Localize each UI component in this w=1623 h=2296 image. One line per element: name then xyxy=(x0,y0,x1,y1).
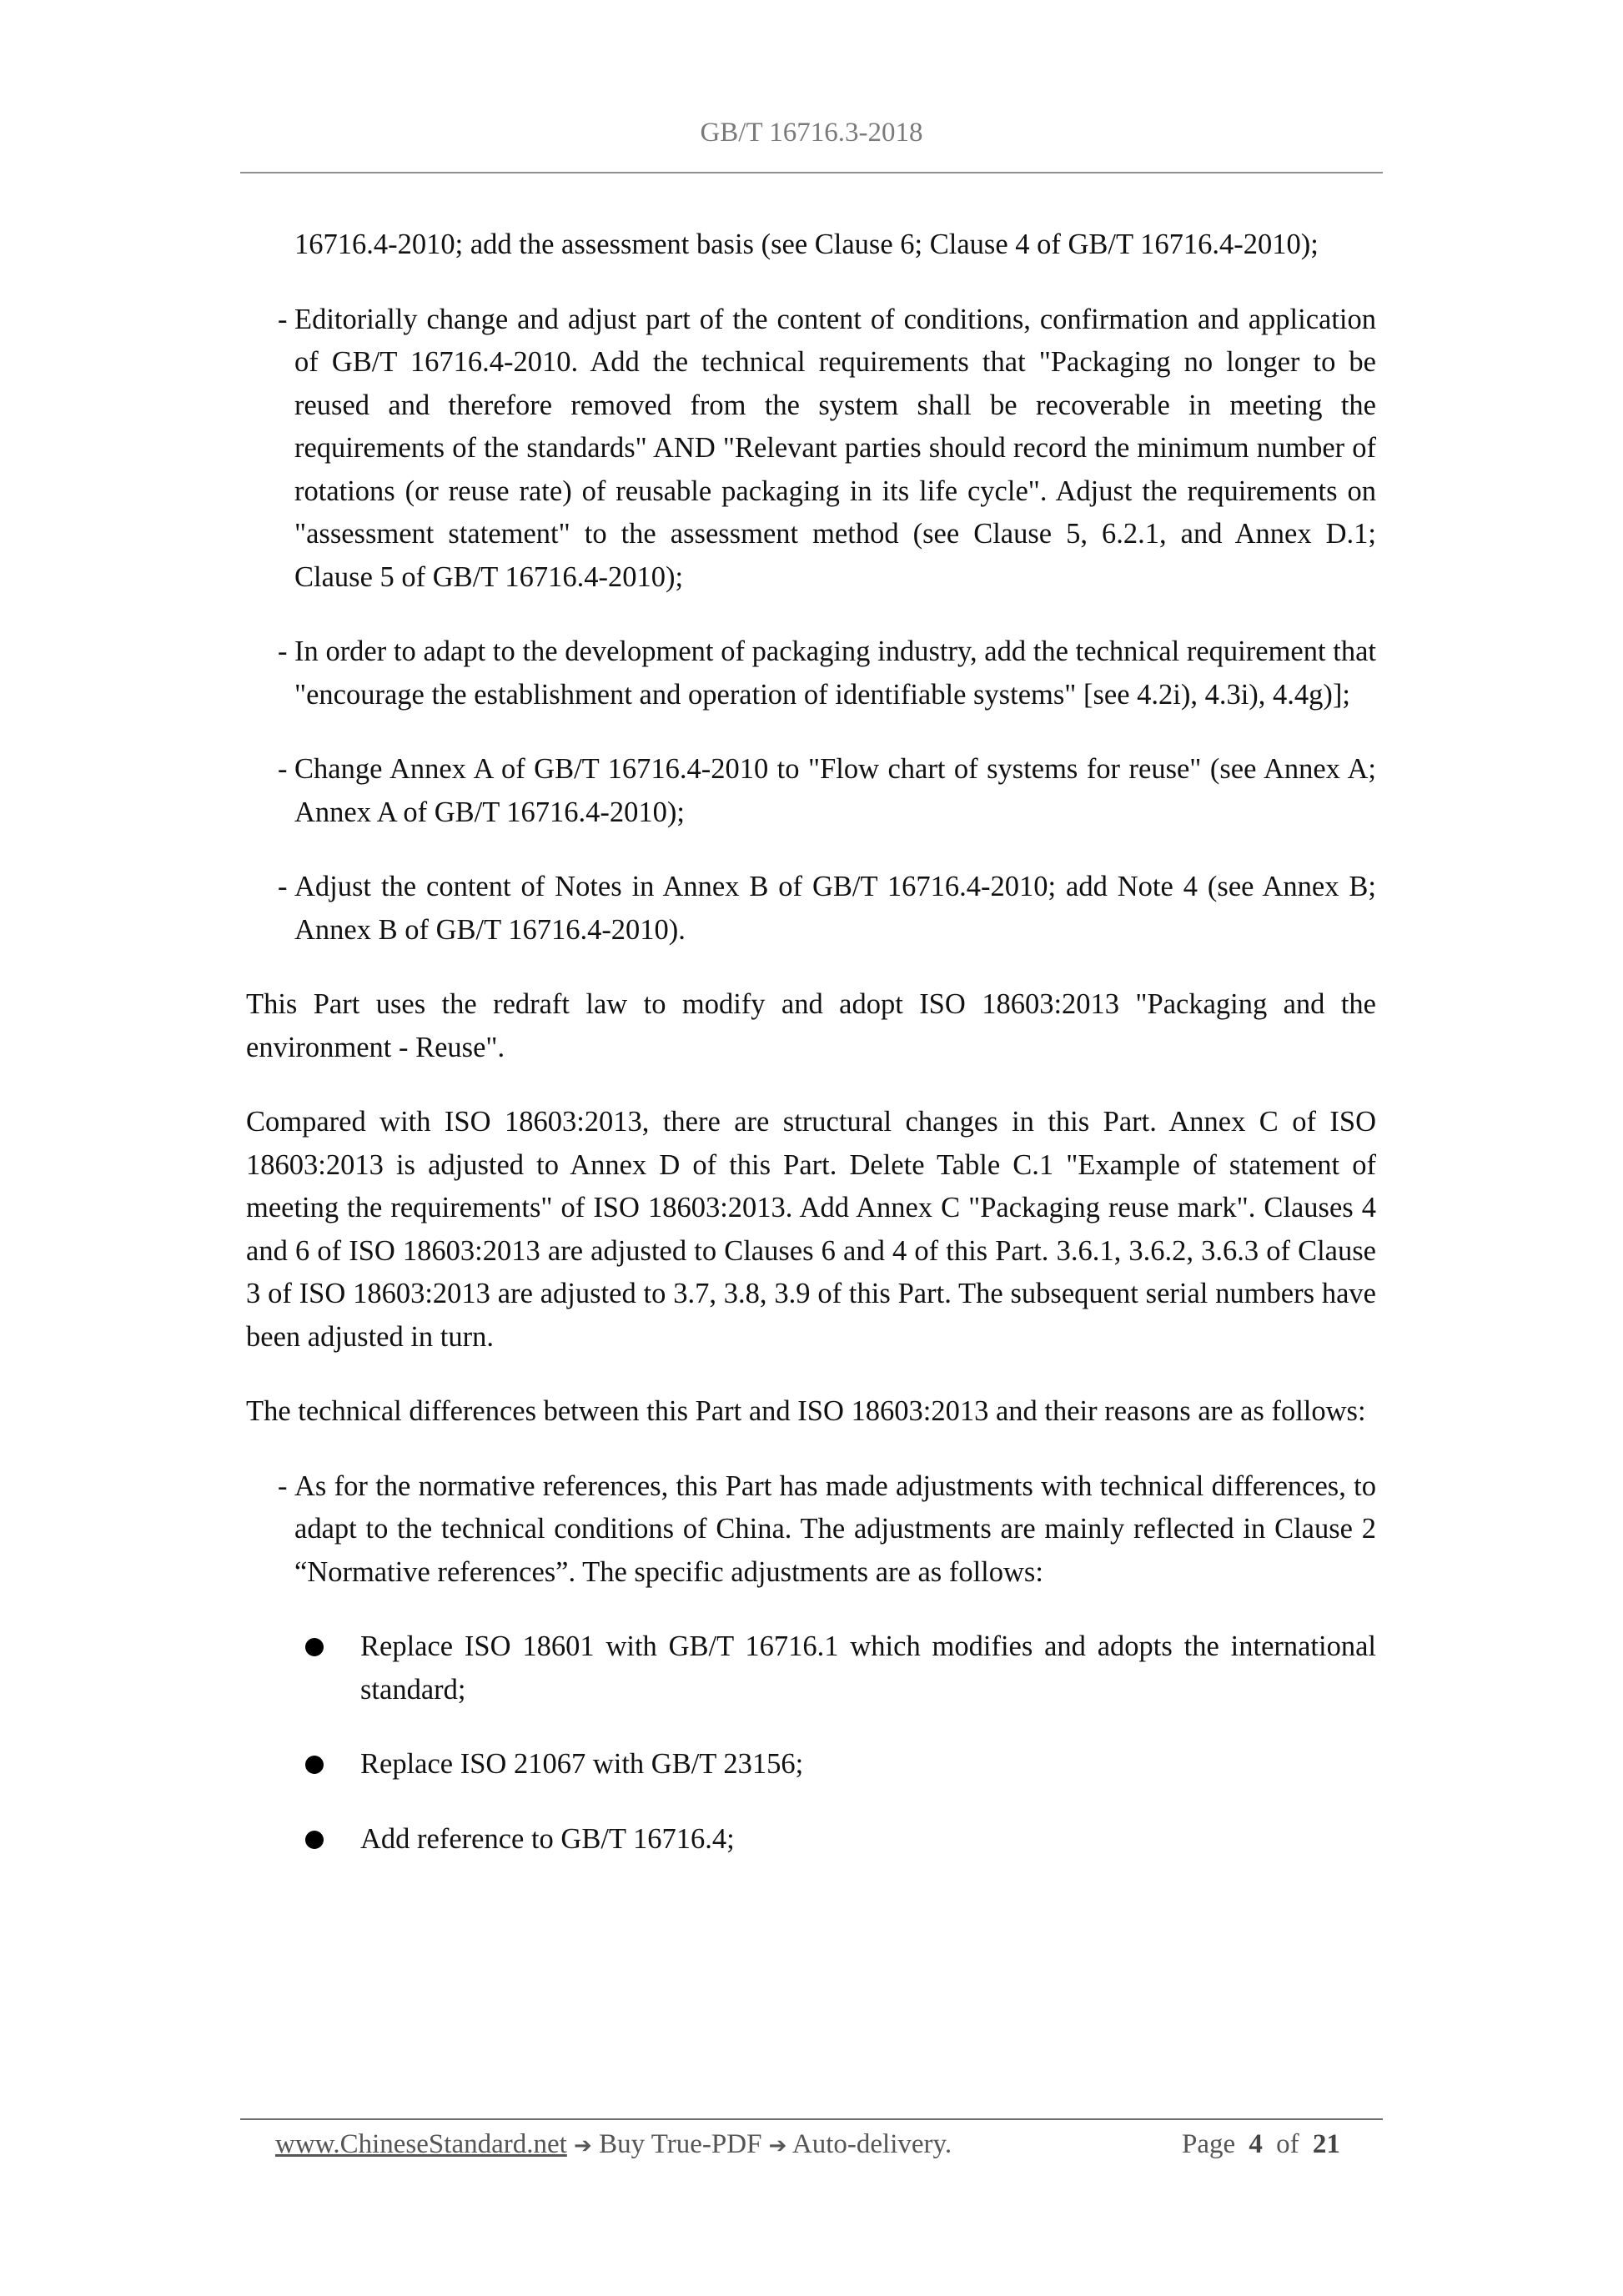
list-item-text: Change Annex A of GB/T 16716.4-2010 to "Flow chart of systems for reuse" (see Annex A; Annex A of GB/T 16716.4-2010); xyxy=(294,753,1376,828)
footer-step-buy: Buy True-PDF xyxy=(599,2129,762,2159)
bullet-item xyxy=(246,1625,1376,1711)
list-item-text: As for the normative references, this Part has made adjustments with technical differences, to adapt to the technical conditions of China. The adjustments are mainly reflected in Clause 2 “Normative references”. The specific adjustments are as follows: xyxy=(294,1470,1376,1588)
document-body xyxy=(246,224,1376,1892)
arrow-right-icon: ➔ xyxy=(768,2133,787,2158)
page-number xyxy=(1182,2128,1340,2161)
page-current: 4 xyxy=(1249,2129,1263,2159)
dash-marker: - xyxy=(278,636,288,667)
page-of: of xyxy=(1276,2129,1299,2159)
filled-circle-bullet-icon xyxy=(305,1756,324,1774)
list-item xyxy=(246,1465,1376,1595)
page-header xyxy=(240,112,1383,153)
list-item xyxy=(246,299,1376,600)
dash-marker: - xyxy=(278,303,288,335)
footer-step-delivery: Auto-delivery. xyxy=(791,2129,952,2159)
paragraph-technical-differences: The technical differences between this Part and ISO 18603:2013 and their reasons are as follows: xyxy=(246,1395,1366,1427)
arrow-right-icon: ➔ xyxy=(574,2133,592,2158)
dash-marker: - xyxy=(278,871,288,902)
bullet-item-text: Replace ISO 21067 with GB/T 23156; xyxy=(360,1748,804,1780)
page-total: 21 xyxy=(1312,2129,1340,2159)
filled-circle-bullet-icon xyxy=(305,1831,324,1849)
footer-divider xyxy=(240,2118,1383,2120)
bullet-item-text: Replace ISO 18601 with GB/T 16716.1 which modifies and adopts the international standard; xyxy=(360,1630,1376,1706)
bullet-item xyxy=(246,1818,1376,1861)
page-footer xyxy=(275,2128,1359,2163)
list-item xyxy=(246,748,1376,834)
list-item xyxy=(246,631,1376,716)
dash-marker: - xyxy=(278,753,288,785)
document-id: GB/T 16716.3-2018 xyxy=(700,118,923,148)
paragraph-structural-changes: Compared with ISO 18603:2013, there are structural changes in this Part. Annex C of ISO 18603:2013 is adjusted to Annex D of this Part. Delete Table C.1 "Example of statement of meeting the requirements" of ISO 18603:2013. Add Annex C "Packaging reuse mark". Clauses 4 and 6 of ISO 18603:2013 are adjusted to Clauses 6 and 4 of this Part. 3.6.1, 3.6.2, 3.6.3 of Clause 3 of ISO 18603:2013 are adjusted to 3.7, 3.8, 3.9 of this Part. The subsequent serial numbers have been adjusted in turn. xyxy=(246,1106,1376,1353)
header-divider xyxy=(240,172,1383,173)
list-item-text: In order to adapt to the development of packaging industry, add the technical requirement that "encourage the establishment and operation of identifiable systems" [see 4.2i), 4.3i), 4.4g)]; xyxy=(294,636,1376,711)
list-item-text: Adjust the content of Notes in Annex B of GB/T 16716.4-2010; add Note 4 (see Annex B; Annex B of GB/T 16716.4-2010). xyxy=(294,871,1376,946)
list-item xyxy=(246,866,1376,952)
filled-circle-bullet-icon xyxy=(305,1638,324,1656)
list-item-text: 16716.4-2010; add the assessment basis (see Clause 6; Clause 4 of GB/T 16716.4-2010); xyxy=(294,229,1319,260)
bullet-item xyxy=(246,1743,1376,1786)
page-label: Page xyxy=(1182,2129,1236,2159)
list-item-text: Editorially change and adjust part of the content of conditions, confirmation and application of GB/T 16716.4-2010. Add the technical requirements that "Packaging no longer to be reused and therefore removed from the system shall be recoverable in meeting the requirements of the standards" AND "Relevant parties should record the minimum number of rotations (or reuse rate) of reusable packaging in its life cycle". Adjust the requirements on "assessment statement" to the assessment method (see Clause 5, 6.2.1, and Annex D.1; Clause 5 of GB/T 16716.4-2010); xyxy=(294,303,1376,593)
paragraph-adoption: This Part uses the redraft law to modify and adopt ISO 18603:2013 "Packaging and the environment - Reuse". xyxy=(246,988,1376,1063)
dash-marker: - xyxy=(278,1470,288,1502)
bullet-item-text: Add reference to GB/T 16716.4; xyxy=(360,1822,735,1855)
website-link[interactable]: www.ChineseStandard.net xyxy=(275,2129,567,2159)
list-item-continuation xyxy=(246,224,1376,267)
